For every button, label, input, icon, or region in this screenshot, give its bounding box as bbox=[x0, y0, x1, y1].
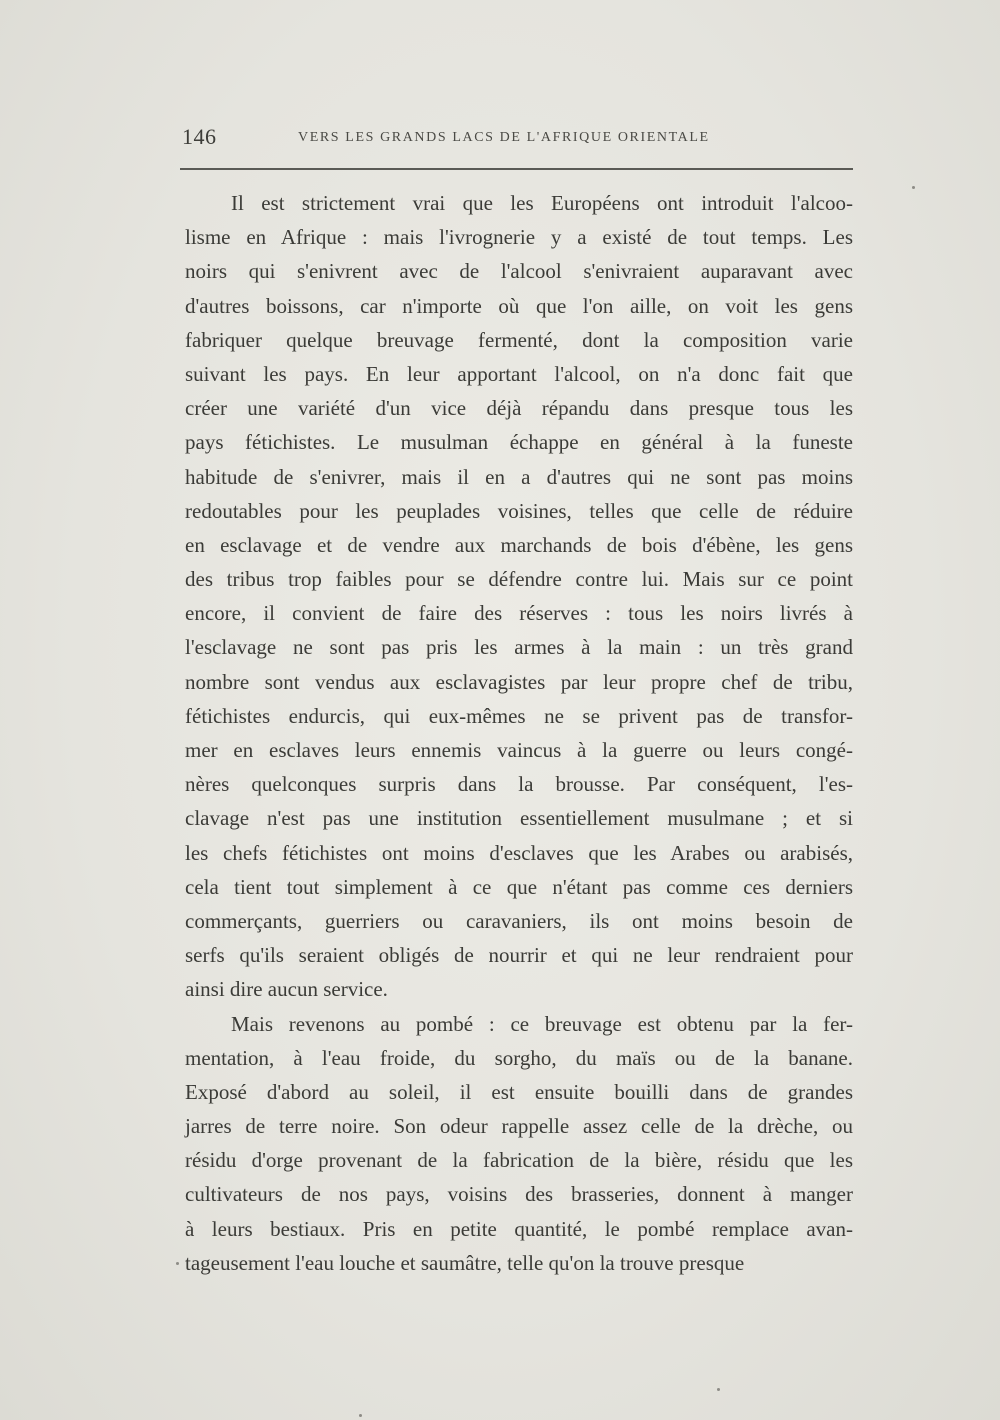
text-line: mentation, à l'eau froide, du sorgho, du maïs ou de la banane. bbox=[185, 1045, 853, 1070]
text-line: nombre sont vendus aux esclavagistes par leur propre chef de tribu, bbox=[185, 669, 853, 694]
paper-speck bbox=[912, 186, 915, 189]
text-line: fétichistes endurcis, qui eux-mêmes ne se privent pas de transfor- bbox=[185, 703, 853, 728]
text-line: les chefs fétichistes ont moins d'esclaves que les Arabes ou arabisés, bbox=[185, 840, 853, 865]
text-line: en esclavage et de vendre aux marchands de bois d'ébène, les gens bbox=[185, 532, 853, 557]
text-line: pays fétichistes. Le musulman échappe en général à la funeste bbox=[185, 430, 853, 455]
paragraph bbox=[185, 186, 853, 1007]
text-line: redoutables pour les peuplades voisines, telles que celle de réduire bbox=[185, 498, 853, 523]
paragraph bbox=[185, 1007, 853, 1281]
text-line: des tribus trop faibles pour se défendre contre lui. Mais sur ce point bbox=[185, 567, 853, 592]
text-line: habitude de s'enivrer, mais il en a d'autres qui ne sont pas moins bbox=[185, 464, 853, 489]
text-line: nères quelconques surpris dans la brousse. Par conséquent, l'es- bbox=[185, 772, 853, 797]
text-line: lisme en Afrique : mais l'ivrognerie y a existé de tout temps. Les bbox=[185, 225, 853, 250]
text-line: l'esclavage ne sont pas pris les armes à la main : un très grand bbox=[185, 635, 853, 660]
text-line: tageusement l'eau louche et saumâtre, telle qu'on la trouve presque bbox=[185, 1250, 745, 1275]
text-line: serfs qu'ils seraient obligés de nourrir et qui ne leur rendraient pour bbox=[185, 943, 853, 968]
paper-speck bbox=[176, 1262, 179, 1265]
text-line: cultivateurs de nos pays, voisins des brasseries, donnent à manger bbox=[185, 1182, 853, 1207]
paper-speck bbox=[717, 1388, 720, 1391]
page-header bbox=[182, 124, 852, 154]
text-line: encore, il convient de faire des réserves : tous les noirs livrés à bbox=[185, 601, 853, 626]
paper-speck bbox=[359, 1414, 362, 1417]
text-line: Il est strictement vrai que les Européens ont introduit l'alcoo- bbox=[231, 191, 853, 215]
text-line: jarres de terre noire. Son odeur rappelle assez celle de la drèche, ou bbox=[185, 1114, 853, 1139]
body-text bbox=[185, 186, 853, 1280]
text-line: Exposé d'abord au soleil, il est ensuite bouilli dans de grandes bbox=[185, 1079, 853, 1104]
text-line: suivant les pays. En leur apportant l'alcool, on n'a donc fait que bbox=[185, 361, 853, 386]
text-line: ainsi dire aucun service. bbox=[185, 977, 388, 1002]
text-line: cela tient tout simplement à ce que n'étant pas comme ces derniers bbox=[185, 874, 853, 899]
page-number: 146 bbox=[182, 124, 217, 149]
text-line: résidu d'orge provenant de la fabrication de la bière, résidu que les bbox=[185, 1148, 853, 1173]
text-line: noirs qui s'enivrent avec de l'alcool s'enivraient auparavant avec bbox=[185, 259, 853, 284]
text-line: créer une variété d'un vice déjà répandu dans presque tous les bbox=[185, 396, 853, 421]
text-line: d'autres boissons, car n'importe où que l'on aille, on voit les gens bbox=[185, 293, 853, 318]
text-line: mer en esclaves leurs ennemis vaincus à la guerre ou leurs congé- bbox=[185, 738, 853, 762]
text-line: fabriquer quelque breuvage fermenté, dont la composition varie bbox=[185, 327, 853, 352]
running-head: VERS LES GRANDS LACS DE L'AFRIQUE ORIENTALE bbox=[298, 130, 710, 145]
text-line: commerçants, guerriers ou caravaniers, ils ont moins besoin de bbox=[185, 908, 853, 933]
text-line: clavage n'est pas une institution essentiellement musulmane ; et si bbox=[185, 806, 853, 831]
header-rule bbox=[180, 168, 853, 170]
text-line: Mais revenons au pombé : ce breuvage est obtenu par la fer- bbox=[231, 1011, 853, 1036]
text-line: à leurs bestiaux. Pris en petite quantité, le pombé remplace avan- bbox=[185, 1216, 853, 1241]
